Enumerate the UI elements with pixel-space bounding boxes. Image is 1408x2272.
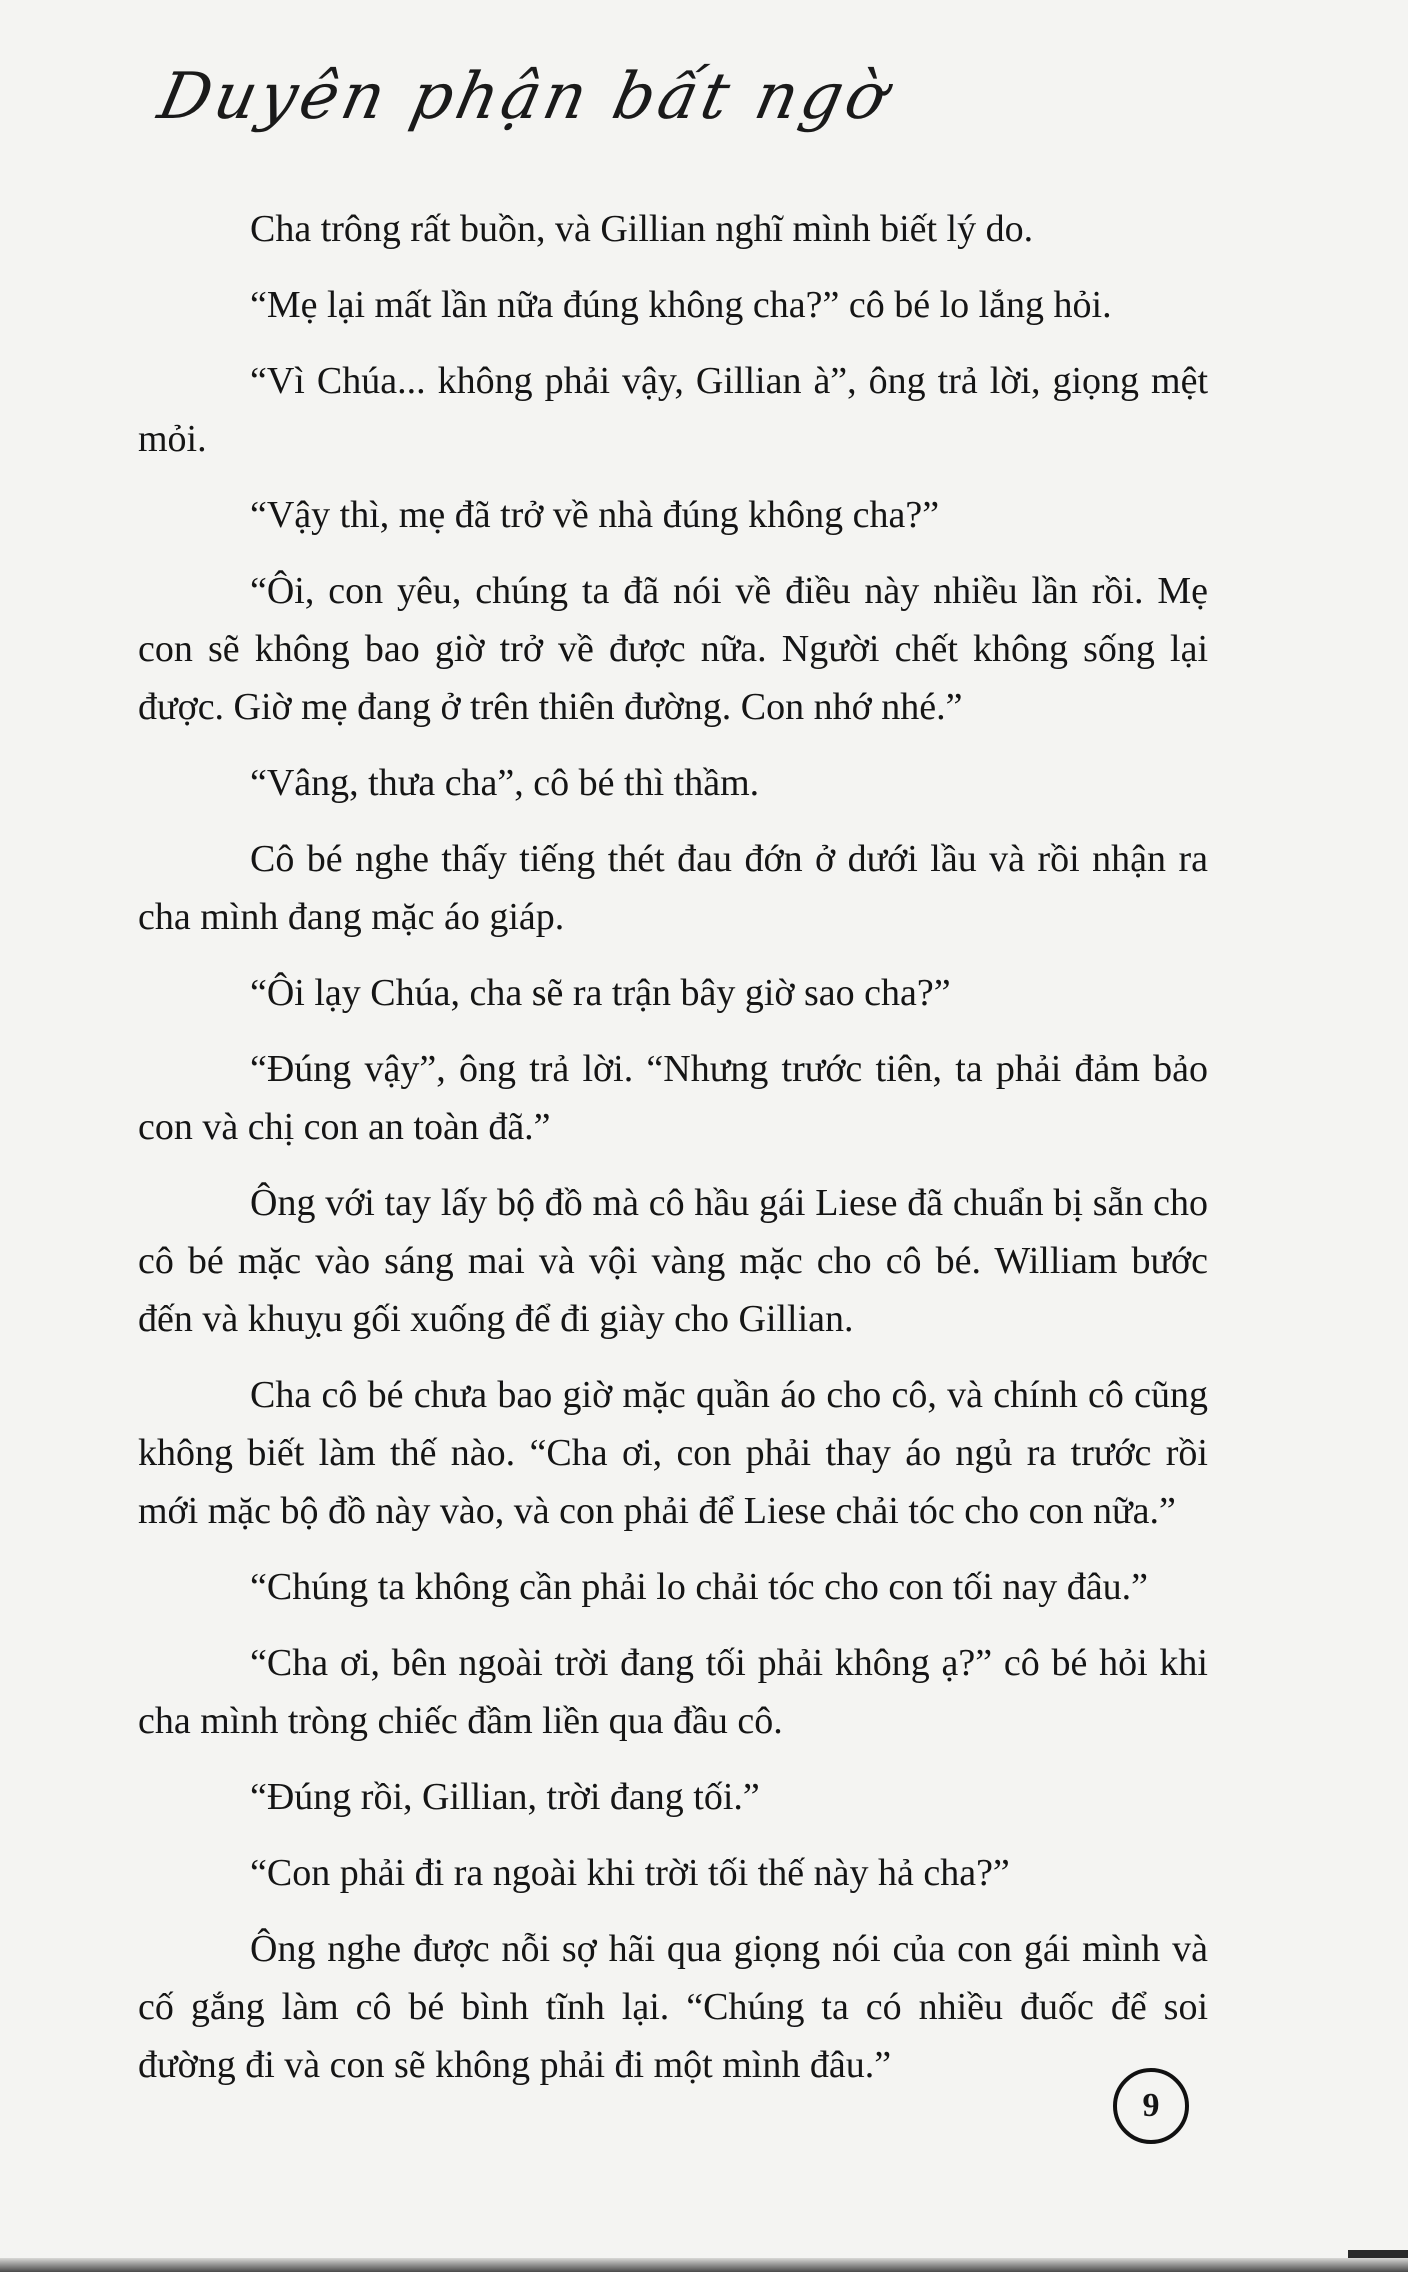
running-header-title: Duyên phận bất ngờ bbox=[152, 60, 897, 134]
paragraph: “Đúng rồi, Gillian, trời đang tối.” bbox=[250, 1776, 760, 1818]
paragraph: Cha trông rất buồn, và Gillian nghĩ mình biết lý do. bbox=[250, 208, 1034, 250]
paragraph: “Đúng vậy”, ông trả lời. “Nhưng trước tiên, ta phải đảm bảo con và chị con an toàn đã.” bbox=[138, 1048, 1208, 1148]
paragraph: Cha cô bé chưa bao giờ mặc quần áo cho cô, và chính cô cũng không biết làm thế nào. “Cha ơi, con phải thay áo ngủ ra trước rồi mới mặc bộ đồ này vào, và con phải để Liese chải tóc cho con nữa.” bbox=[138, 1374, 1208, 1532]
paragraph: “Con phải đi ra ngoài khi trời tối thế này hả cha?” bbox=[250, 1852, 1010, 1894]
paragraph: “Cha ơi, bên ngoài trời đang tối phải không ạ?” cô bé hỏi khi cha mình tròng chiếc đầm liền qua đầu cô. bbox=[138, 1642, 1208, 1742]
paragraph: “Vì Chúa... không phải vậy, Gillian à”, ông trả lời, giọng mệt mỏi. bbox=[138, 360, 1208, 460]
paragraph: “Ôi lạy Chúa, cha sẽ ra trận bây giờ sao cha?” bbox=[250, 972, 951, 1014]
paragraph: “Ôi, con yêu, chúng ta đã nói về điều này nhiều lần rồi. Mẹ con sẽ không bao giờ trở về được nữa. Người chết không sống lại được. Giờ mẹ đang ở trên thiên đường. Con nhớ nhé.” bbox=[138, 570, 1208, 728]
paragraph: Ông với tay lấy bộ đồ mà cô hầu gái Liese đã chuẩn bị sẵn cho cô bé mặc vào sáng mai và vội vàng mặc cho cô bé. William bước đến và khuỵu gối xuống để đi giày cho Gillian. bbox=[138, 1182, 1208, 1340]
paragraph: Ông nghe được nỗi sợ hãi qua giọng nói của con gái mình và cố gắng làm cô bé bình tĩnh lại. “Chúng ta có nhiều đuốc để soi đường đi và con sẽ không phải đi một mình đâu.” bbox=[138, 1928, 1208, 2086]
page-number: 9 bbox=[1113, 2068, 1189, 2144]
paragraph: “Vâng, thưa cha”, cô bé thì thầm. bbox=[250, 762, 760, 804]
paragraph: “Vậy thì, mẹ đã trở về nhà đúng không cha?” bbox=[250, 494, 940, 536]
paragraph: “Mẹ lại mất lần nữa đúng không cha?” cô bé lo lắng hỏi. bbox=[250, 284, 1112, 326]
paragraph: Cô bé nghe thấy tiếng thét đau đớn ở dưới lầu và rồi nhận ra cha mình đang mặc áo giáp. bbox=[138, 838, 1208, 938]
scan-edge-mark bbox=[1348, 2250, 1408, 2258]
body-text bbox=[138, 200, 1208, 2112]
paragraph: “Chúng ta không cần phải lo chải tóc cho con tối nay đâu.” bbox=[250, 1566, 1149, 1608]
page-bottom-edge bbox=[0, 2258, 1408, 2272]
